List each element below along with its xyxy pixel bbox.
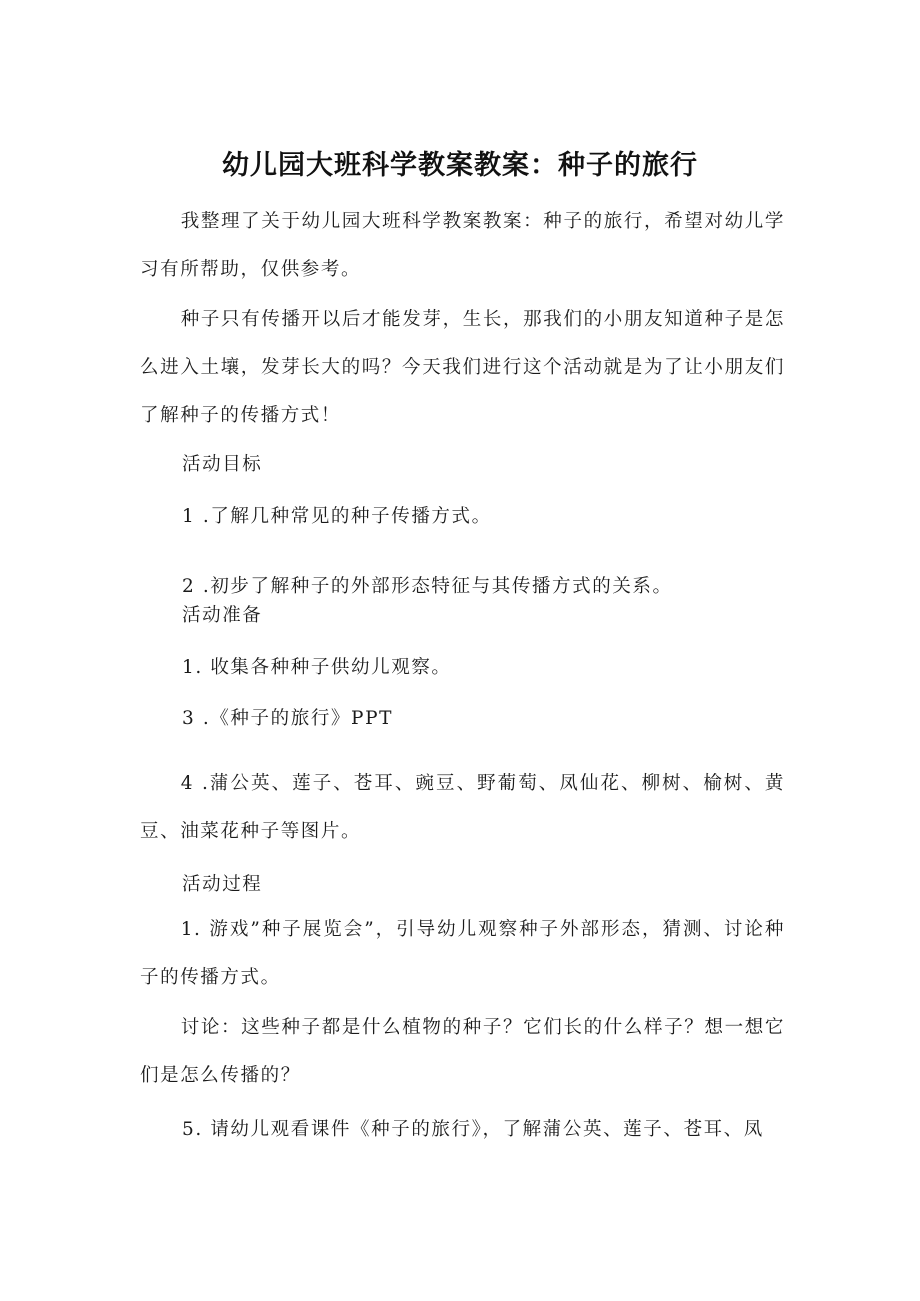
background-paragraph: 种子只有传播开以后才能发芽，生长，那我们的小朋友知道种子是怎么进入土壤，发芽长大的吗？今天我们进行这个活动就是为了让小朋友们了解种子的传播方式！ bbox=[140, 309, 785, 426]
goal-item-1: 1 .了解几种常见的种子传播方式。 bbox=[182, 506, 492, 527]
intro-paragraph: 我整理了关于幼儿园大班科学教案教案：种子的旅行，希望对幼儿学习有所帮助，仅供参考。 bbox=[140, 211, 785, 280]
process-item-1: 1. 游戏”种子展览会”，引导幼儿观察种子外部形态，猜测、讨论种子的传播方式。 bbox=[140, 919, 785, 988]
prep-item-3: 3 .《种子的旅行》PPT bbox=[182, 708, 394, 729]
page-title: 幼儿园大班科学教案教案：种子的旅行 bbox=[222, 150, 698, 181]
prep-item-4: 4 .蒲公英、莲子、苍耳、豌豆、野葡萄、凤仙花、柳树、榆树、黄豆、油菜花种子等图片。 bbox=[140, 773, 785, 842]
goals-heading: 活动目标 bbox=[182, 454, 263, 475]
prep-item-1: 1. 收集各种种子供幼儿观察。 bbox=[182, 657, 452, 678]
discussion-paragraph: 讨论：这些种子都是什么植物的种子？它们长的什么样子？想一想它们是怎么传播的？ bbox=[140, 1017, 785, 1086]
goal-item-2: 2 .初步了解种子的外部形态特征与其传播方式的关系。 bbox=[182, 576, 673, 597]
process-heading: 活动过程 bbox=[182, 874, 263, 895]
prep-heading: 活动准备 bbox=[182, 605, 263, 626]
process-item-5: 5. 请幼儿观看课件《种子的旅行》，了解蒲公英、莲子、苍耳、凤 bbox=[182, 1119, 764, 1140]
